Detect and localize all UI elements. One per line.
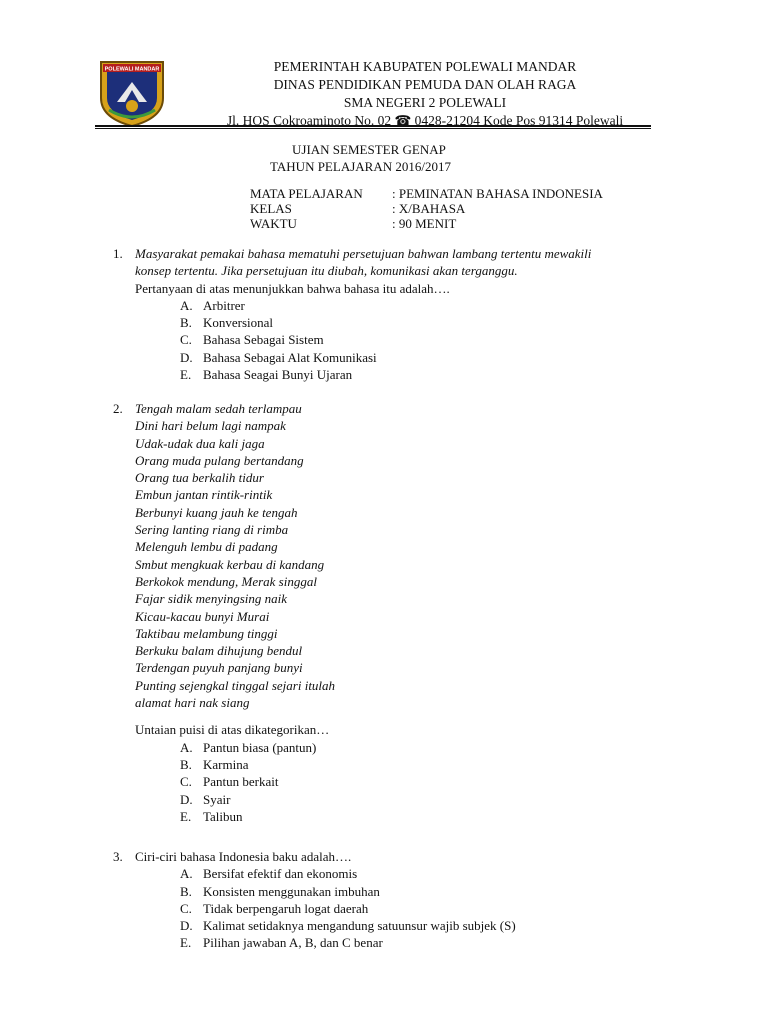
meta-row-subject bbox=[250, 186, 603, 201]
question-number: 3. bbox=[113, 849, 123, 864]
question-stem-line: konsep tertentu. Jika persetujuan itu diubah, komunikasi akan terganggu. bbox=[135, 263, 518, 279]
meta-row-class bbox=[250, 201, 603, 216]
answer-option-d bbox=[180, 349, 673, 366]
poem-line: Udak-udak dua kali jaga bbox=[135, 435, 265, 451]
option-letter: E. bbox=[180, 367, 192, 383]
answer-option-c bbox=[180, 773, 673, 790]
poem-line: Berbunyi kuang jauh ke tengah bbox=[135, 504, 298, 520]
option-letter: D. bbox=[180, 918, 193, 934]
poem-line: Smbut mengkuak kerbau di kandang bbox=[135, 556, 325, 572]
answer-option-d bbox=[180, 917, 673, 934]
option-letter: B. bbox=[180, 756, 192, 772]
answer-option-c bbox=[180, 900, 673, 917]
poem-line: Orang muda pulang bertandang bbox=[135, 452, 304, 468]
answer-option-b bbox=[180, 756, 673, 773]
answer-options bbox=[180, 865, 673, 951]
poem-line: Tengah malam sedah terlampau bbox=[135, 401, 302, 416]
poem-line: Dini hari belum lagi nampak bbox=[135, 418, 286, 434]
question-prompt: Pertanyaan di atas menunjukkan bahwa bahasa itu adalah…. bbox=[135, 280, 450, 296]
answer-option-e bbox=[180, 366, 673, 383]
meta-key: KELAS bbox=[250, 201, 292, 216]
question-prompt: Ciri-ciri bahasa Indonesia baku adalah…. bbox=[135, 849, 352, 864]
option-text: Bersifat efektif dan ekonomis bbox=[203, 866, 358, 882]
exam-meta bbox=[250, 186, 603, 231]
option-letter: C. bbox=[180, 332, 192, 348]
address-phone-postal: 0428-21204 Kode Pos 91314 Polewali bbox=[414, 113, 624, 128]
option-letter: A. bbox=[180, 739, 193, 755]
meta-value: : X/BAHASA bbox=[392, 201, 466, 216]
answer-option-b bbox=[180, 314, 673, 331]
meta-row-time bbox=[250, 216, 603, 231]
poem-line: Terdengan puyuh panjang bunyi bbox=[135, 660, 303, 676]
option-letter: E. bbox=[180, 808, 192, 824]
option-text: Talibun bbox=[203, 808, 243, 824]
poem-line: Melenguh lembu di padang bbox=[135, 539, 278, 555]
question-1 bbox=[113, 245, 673, 383]
option-text: Konversional bbox=[203, 315, 274, 331]
exam-title-line1: UJIAN SEMESTER GENAP bbox=[292, 142, 446, 157]
poem-line: Orang tua berkalih tidur bbox=[135, 470, 264, 486]
header-divider-thin bbox=[95, 128, 651, 129]
question-number: 2. bbox=[113, 401, 123, 416]
option-letter: E. bbox=[180, 935, 192, 951]
poem-line: Punting sejengkal tinggal sejari itulah bbox=[135, 677, 336, 693]
answer-option-e bbox=[180, 808, 673, 825]
option-text: Pantun biasa (pantun) bbox=[203, 739, 317, 755]
answer-option-a bbox=[180, 865, 673, 882]
answer-option-a bbox=[180, 297, 673, 314]
option-letter: D. bbox=[180, 349, 193, 365]
meta-value: : PEMINATAN BAHASA INDONESIA bbox=[392, 186, 603, 201]
svg-text:POLEWALI MANDAR: POLEWALI MANDAR bbox=[104, 66, 160, 73]
letterhead-department: DINAS PENDIDIKAN PEMUDA DAN OLAH RAGA bbox=[273, 77, 577, 92]
answer-option-a bbox=[180, 739, 673, 756]
answer-option-d bbox=[180, 791, 673, 808]
option-text: Konsisten menggunakan imbuhan bbox=[203, 883, 380, 899]
answer-option-e bbox=[180, 934, 673, 951]
option-letter: D. bbox=[180, 791, 193, 807]
letterhead-government: PEMERINTAH KABUPATEN POLEWALI MANDAR bbox=[273, 59, 577, 74]
option-text: Bahasa Sebagai Sistem bbox=[203, 332, 324, 348]
address-street: Jl. HOS Cokroaminoto No. 02 bbox=[226, 113, 392, 128]
poem-line: Fajar sidik menyingsing naik bbox=[135, 591, 288, 607]
option-letter: B. bbox=[180, 883, 192, 899]
question-2 bbox=[113, 400, 673, 825]
exam-title-line2: TAHUN PELAJARAN 2016/2017 bbox=[270, 159, 451, 174]
meta-key: MATA PELAJARAN bbox=[250, 186, 363, 201]
question-prompt: Untaian puisi di atas dikategorikan… bbox=[135, 722, 330, 738]
answer-options bbox=[180, 297, 673, 383]
header-divider bbox=[95, 125, 651, 127]
question-3 bbox=[113, 848, 673, 952]
option-text: Pantun berkait bbox=[203, 774, 279, 790]
answer-option-c bbox=[180, 331, 673, 348]
poem-line: Berkokok mendung, Merak singgal bbox=[135, 573, 317, 589]
letterhead-school: SMA NEGERI 2 POLEWALI bbox=[343, 95, 507, 110]
meta-key: WAKTU bbox=[250, 216, 297, 231]
option-text: Pilihan jawaban A, B, dan C benar bbox=[203, 935, 383, 951]
poem-line: Embun jantan rintik-rintik bbox=[135, 487, 273, 503]
option-text: Bahasa Sebagai Alat Komunikasi bbox=[203, 349, 377, 365]
poem-line: Sering lanting riang di rimba bbox=[135, 522, 289, 538]
option-text: Arbitrer bbox=[203, 297, 245, 313]
answer-option-b bbox=[180, 883, 673, 900]
answer-options bbox=[180, 739, 673, 825]
question-stem-line: Masyarakat pemakai bahasa mematuhi persetujuan bahwan lambang tertentu mewakili bbox=[135, 246, 592, 261]
option-text: Karmina bbox=[203, 756, 249, 772]
school-crest-logo bbox=[95, 58, 169, 128]
option-text: Tidak berpengaruh logat daerah bbox=[203, 900, 369, 916]
question-number: 1. bbox=[113, 246, 123, 261]
option-letter: A. bbox=[180, 297, 193, 313]
phone-icon: ☎ bbox=[394, 113, 412, 128]
option-letter: C. bbox=[180, 774, 192, 790]
poem-line: Kicau-kacau bunyi Murai bbox=[135, 608, 270, 624]
option-text: Syair bbox=[203, 791, 231, 807]
exam-title bbox=[270, 141, 510, 175]
meta-value: : 90 MENIT bbox=[392, 216, 457, 231]
option-letter: A. bbox=[180, 866, 193, 882]
option-letter: C. bbox=[180, 900, 192, 916]
letterhead bbox=[195, 58, 655, 130]
option-letter: B. bbox=[180, 315, 192, 331]
poem-line: alamat hari nak siang bbox=[135, 695, 250, 711]
option-text: Bahasa Seagai Bunyi Ujaran bbox=[203, 367, 353, 383]
poem-line: Berkuku balam dihujung bendul bbox=[135, 643, 303, 659]
option-text: Kalimat setidaknya mengandung satuunsur wajib subjek (S) bbox=[203, 918, 516, 934]
poem-line: Taktibau melambung tinggi bbox=[135, 625, 278, 641]
